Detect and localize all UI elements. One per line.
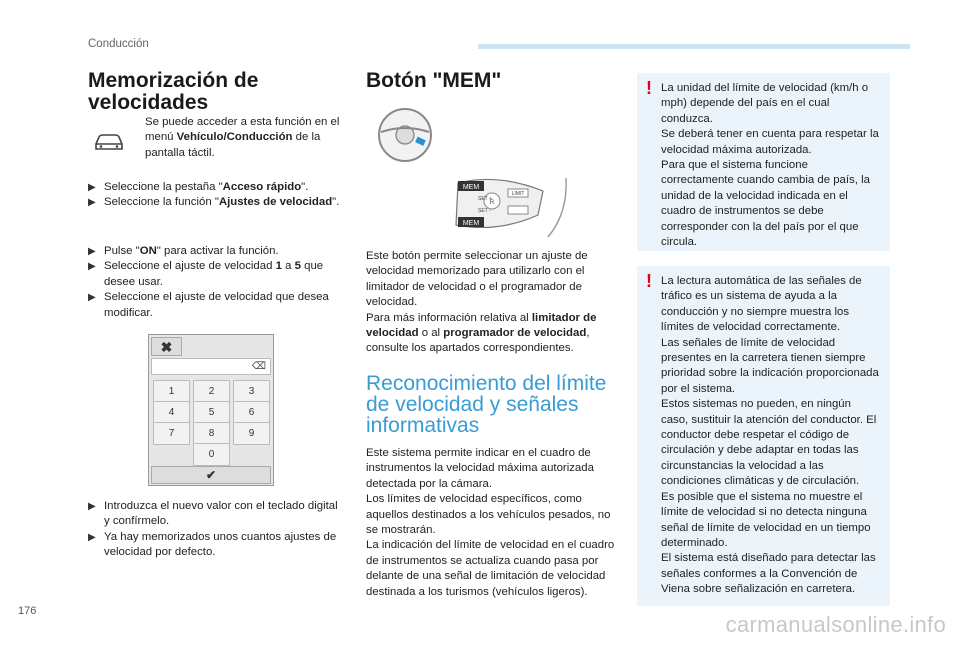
warning2-para1: La lectura automática de las señales de tráfico es un sistema de ayuda a la conducción y no siempre muestra los límites de velocidad correctamente.: [661, 275, 862, 334]
steps-list-3: [88, 499, 343, 561]
key-3[interactable]: 3: [233, 380, 270, 403]
limit-label: LIMIT: [511, 191, 525, 197]
mem-para2: Para más información relativa al limitador de velocidad o al programador de velocidad, consulte los apartados correspondientes.: [366, 311, 597, 355]
left-title: [88, 70, 258, 114]
list-item: ▶ Seleccione la pestaña "Acceso rápido".: [88, 180, 343, 195]
warning1-para2: Se deberá tener en cuenta para respetar la velocidad máxima autorizada.: [661, 128, 879, 156]
backspace-icon[interactable]: ⌫: [251, 361, 267, 372]
recognition-description: [366, 446, 618, 600]
recognition-para1: Este sistema permite indicar en el cuadro de instrumentos la velocidad máxima autorizada detectada por la cámara.: [366, 447, 594, 490]
left-title-line1: Memorización de: [88, 69, 259, 92]
key-2[interactable]: 2: [193, 380, 230, 403]
warning1-para1: La unidad del límite de velocidad (km/h o mph) depende del país en el cual conduzca.: [661, 82, 869, 125]
bullet-arrow-icon: ▶: [88, 261, 96, 273]
warning2-para2: Las señales de límite de velocidad presentes en la carretera tienen siempre prioridad sobre la indicación proporcionada por el sistema.: [661, 336, 879, 395]
set-minus-label: SET -: [478, 208, 491, 214]
key-8[interactable]: 8: [193, 422, 230, 445]
mem-top-label: MEM: [462, 184, 480, 191]
warning-box-recognition: [637, 266, 890, 606]
left-title-line2: velocidades: [88, 91, 209, 114]
subtitle-line1: Reconocimiento del límite: [366, 372, 607, 395]
warning2-para4: Es posible que el sistema no muestre el límite de velocidad si no detecta ninguna señal de límite de velocidad en un tiempo determinado.: [661, 490, 871, 549]
list-item: ▶ Seleccione el ajuste de velocidad 1 a 5 que desee usar.: [88, 260, 324, 288]
mem-bottom-label: MEM: [462, 220, 480, 227]
mem-description: [366, 249, 618, 357]
set-plus-label: SET +: [478, 196, 492, 202]
speed-limit-recognition-title: [366, 373, 606, 436]
warning-box-units: [637, 73, 890, 251]
mem-button-title: Botón "MEM": [366, 69, 502, 92]
key-7[interactable]: 7: [153, 422, 190, 445]
list-item: ▶ Seleccione la función "Ajustes de velocidad".: [88, 195, 343, 210]
key-5[interactable]: 5: [193, 401, 230, 424]
close-icon[interactable]: ✖: [151, 337, 182, 356]
subtitle-line2: de velocidad y señales: [366, 393, 579, 416]
bullet-arrow-icon: ▶: [88, 531, 96, 543]
warning2-para3: Estos sistemas no pueden, en ningún caso, sustituir la atención del conductor. El conductor debe respetar el código de circulación y debe adaptar en todas las circunstancias la velocidad a las condiciones climáticas y de circulación.: [661, 398, 877, 488]
key-6[interactable]: 6: [233, 401, 270, 424]
bullet-arrow-icon: ▶: [88, 501, 96, 512]
warning-icon: !: [646, 78, 652, 98]
watermark: carmanualsonline.info: [725, 612, 946, 637]
list-item: ▶ Ya hay memorizados unos cuantos ajustes de velocidad por defecto.: [88, 530, 337, 559]
confirm-check-icon[interactable]: ✔: [151, 466, 271, 484]
key-0[interactable]: 0: [193, 443, 230, 466]
list-item: ▶ Pulse "ON" para activar la función.: [88, 244, 343, 259]
list-item: ▶ Seleccione el ajuste de velocidad que desea modificar.: [88, 291, 329, 319]
warning2-para5: El sistema está diseñado para detectar las señales conformes a la Convención de Viena sobre señalización en carretera.: [661, 552, 876, 596]
steps-list-2: [88, 244, 343, 321]
header-rule: [478, 44, 910, 49]
subtitle-line3: informativas: [366, 414, 480, 437]
warning-icon: !: [646, 271, 652, 291]
recognition-para3: La indicación del límite de velocidad en el cuadro de instrumentos se actualiza cuando pasa por delante de una señal de limitación de velocidad destinada a los turismos (vehículos ligeros).: [366, 539, 615, 598]
section-label: Conducción: [88, 38, 149, 50]
steps-list-1: [88, 180, 343, 211]
bullet-arrow-icon: ▶: [88, 246, 96, 257]
bullet-arrow-icon: ▶: [88, 182, 96, 193]
r-label: R: [489, 200, 495, 206]
bullet-arrow-icon: ▶: [88, 197, 96, 209]
key-1[interactable]: 1: [153, 380, 190, 403]
key-9[interactable]: 9: [233, 422, 270, 445]
car-icon: [92, 130, 126, 152]
bullet-arrow-icon: ▶: [88, 292, 96, 304]
recognition-para2: Los límites de velocidad específicos, como aquellos destinados a los vehículos pesados, no se mostrarán.: [366, 493, 611, 537]
list-item: ▶ Introduzca el nuevo valor con el teclado digital y confírmelo.: [88, 500, 338, 528]
cruise-control-stalk-illustration: [448, 173, 573, 240]
key-4[interactable]: 4: [153, 401, 190, 424]
menu-note: Se puede acceder a esta función en el menú Vehículo/Conducción de la pantalla táctil.: [145, 116, 340, 159]
steering-wheel-illustration: [367, 104, 442, 164]
warning1-para3: Para que el sistema funcione correctamente cuando cambia de país, la unidad de la velocidad indicada en el cuadro de instrumentos se debe corresponder con la del país por el que circula.: [661, 159, 870, 249]
page-number: 176: [18, 605, 37, 617]
numeric-keypad: [148, 334, 274, 486]
mem-para1: Este botón permite seleccionar un ajuste de velocidad memorizado para utilizarlo con el limitador de velocidad o el programador de velocidad.: [366, 250, 588, 309]
